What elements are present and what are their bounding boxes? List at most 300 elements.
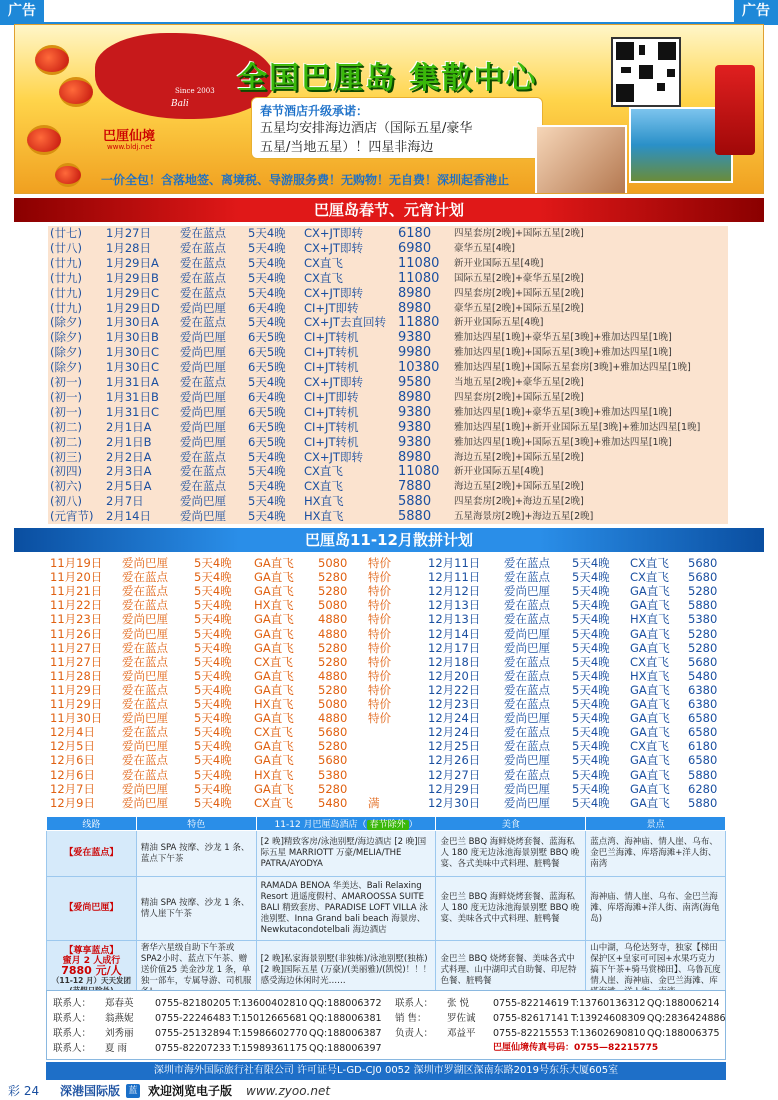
duration: 5天4晚	[194, 711, 232, 726]
duration: 5天4晚	[194, 654, 232, 669]
flight: CX+JT即转	[304, 449, 363, 464]
flight: GA直飞	[254, 570, 294, 585]
flight: GA直飞	[630, 795, 670, 810]
depart-date: 12月6日	[50, 767, 95, 782]
holiday: (初四)	[50, 464, 82, 479]
depart-date: 2月7日	[106, 494, 144, 509]
duration: 5天4晚	[194, 640, 232, 655]
duration: 5天4晚	[194, 697, 232, 711]
col-hotel: 11-12 月巴厘岛酒店（ 春节除外 ）	[256, 817, 436, 831]
tour-club: 爱尚巴厘	[504, 753, 550, 768]
holiday: (初三)	[50, 449, 82, 464]
flight: CX直飞	[304, 270, 343, 285]
tour-club: 爱尚巴厘	[180, 345, 226, 360]
price: 11080	[398, 255, 440, 271]
depart-date: 1月31日B	[106, 389, 159, 404]
tour-club: 爱在蓝点	[504, 668, 550, 683]
flight: HX直飞	[304, 509, 344, 524]
hotel-plan: 豪华五星[4晚]	[454, 242, 515, 254]
firecracker-icon	[715, 65, 755, 155]
depart-date: 1月28日	[106, 240, 151, 255]
holiday: (廿九)	[50, 300, 82, 315]
hotel-plan: 雅加达四星[1晚]+国际五星[3晚]+雅加达四星[1晚]	[454, 436, 672, 448]
tour-club: 爱在蓝点	[122, 697, 168, 711]
tour-club: 爱尚巴厘	[504, 626, 550, 641]
price: 5380	[688, 612, 718, 627]
holiday: (除夕)	[50, 330, 82, 345]
depart-date: 12月24日	[428, 725, 481, 740]
duration: 6天4晚	[248, 300, 286, 315]
tour-club: 爱在蓝点	[504, 682, 550, 697]
flight: CI+JT转机	[304, 360, 359, 375]
holiday: (廿七)	[50, 226, 82, 240]
tour-club: 爱尚巴厘	[504, 795, 550, 810]
spring-row	[48, 405, 728, 420]
route-name: 【爱尚巴厘】	[47, 877, 137, 941]
depart-date: 12月14日	[428, 626, 481, 641]
spring-row	[48, 345, 728, 360]
price: 5280	[318, 682, 348, 697]
price-note: 特价	[368, 570, 391, 585]
price-note: 特价	[368, 682, 391, 697]
route-sights: 山中湖，乌伦达努寺，独家【梯田保护区+皇家可可园+水果巧克力搞下午茶+骑马赏梯田】、乌鲁瓦度情人崖、海神庙、金巴兰海滩、库	[586, 941, 726, 1001]
contact-name: 刘秀丽	[105, 1028, 134, 1039]
duration: 5天4晚	[248, 449, 286, 464]
duration: 6天5晚	[248, 345, 286, 360]
tour-club: 爱尚巴厘	[122, 612, 168, 627]
spring-festival-table	[48, 226, 728, 524]
footer-url[interactable]: www.zyoo.net	[246, 1084, 331, 1098]
duration: 5天4晚	[248, 255, 286, 270]
duration: 5天4晚	[194, 795, 232, 810]
ad-label-left: 广告	[0, 0, 44, 22]
tour-club: 爱在蓝点	[122, 570, 168, 585]
holiday: (初二)	[50, 434, 82, 449]
flight: CX直飞	[304, 255, 343, 270]
tour-club: 爱在蓝点	[122, 767, 168, 782]
flight: GA直飞	[630, 584, 670, 599]
holiday: (元宵节)	[50, 509, 94, 524]
tour-club: 爱尚巴厘	[504, 640, 550, 655]
promise-title: 春节酒店升级承诺：	[260, 104, 369, 118]
duration: 5天4晚	[572, 556, 610, 570]
price: 8980	[398, 389, 432, 405]
contact-mobile: T:15012665681	[233, 1013, 308, 1024]
contact-name: 邓益平	[447, 1028, 476, 1039]
spring-row	[48, 241, 728, 256]
duration: 5天4晚	[248, 494, 286, 509]
depart-date: 1月30日A	[106, 315, 159, 330]
contact-qq: QQ:188006214	[647, 998, 720, 1009]
duration: 5天4晚	[572, 795, 610, 810]
flight: CX直飞	[630, 570, 669, 585]
price: 5280	[318, 739, 348, 754]
tour-club: 爱尚巴厘	[180, 494, 226, 509]
flight: HX直飞	[630, 612, 670, 627]
route-food: 金巴兰 BBQ 海鲜烧烤套餐、蓝海私人 180 度无边泳池海景别墅 BBQ 晚宴、各式美味中式料理、脏鸭餐	[436, 831, 586, 877]
price-note: 特价	[368, 556, 391, 570]
depart-date: 11月30日	[50, 711, 103, 726]
depart-date: 11月27日	[50, 640, 103, 655]
price-note: 特价	[368, 598, 391, 613]
spring-row	[48, 479, 728, 494]
price-note: 特价	[368, 668, 391, 683]
flight: CX直飞	[630, 654, 669, 669]
tour-club: 爱在蓝点	[504, 598, 550, 613]
duration: 5天4晚	[248, 315, 286, 330]
col-feature: 特色	[136, 817, 256, 831]
contact-label: 联系人：	[53, 1043, 92, 1054]
contact-mobile: T:13760136312	[571, 998, 646, 1009]
route-hotel: [2 晚]私家海景别墅(非独栋)/泳池别墅(独栋) [2 晚]国际五星 (万豪)/(美丽雅)/(凯悦)！！！感受海边休闲时光……	[256, 941, 436, 1001]
tour-club: 爱尚巴厘	[180, 419, 226, 434]
col-hotel-label: 11-12 月巴厘岛酒店	[274, 820, 358, 830]
contact-name: 罗佐诚	[447, 1013, 476, 1024]
depart-date: 2月1日B	[106, 434, 152, 449]
group-tour-row	[48, 739, 728, 753]
depart-date: 12月27日	[428, 767, 481, 782]
hotel-plan: 当地五星[2晚]+豪华五星[2晚]	[454, 377, 584, 388]
ad-label-right: 广告	[734, 0, 778, 22]
hotel-plan: 雅加达四星[1晚]+豪华五星[3晚]+雅加达四星[1晚]	[454, 332, 672, 344]
duration: 5天4晚	[572, 767, 610, 782]
route-price: 7880 元/人	[61, 963, 122, 977]
route-food: 金巴兰 BBQ 海鲜烧烤套餐、蓝海私人 180 度无边泳池海景别墅 BBQ 晚宴、美味各式中式料理、脏鸭餐	[436, 877, 586, 941]
holiday: (初八)	[50, 494, 82, 509]
group-tour-row	[48, 669, 728, 683]
group-tour-row	[48, 697, 728, 711]
tour-club: 爱在蓝点	[180, 270, 226, 285]
depart-date: 2月5日A	[106, 479, 152, 494]
col-hotel-badge: 春节除外	[367, 820, 409, 830]
flight: CX+JT即转	[304, 226, 363, 240]
price: 11080	[398, 270, 440, 286]
hotel-plan: 雅加达四星[1晚]+国际五星[3晚]+雅加达四星[1晚]	[454, 347, 672, 359]
flight: CI+JT转机	[304, 345, 359, 360]
hotel-plan: 海边五星[2晚]+国际五星[2晚]	[454, 451, 584, 463]
depart-date: 12月18日	[428, 654, 481, 669]
tagline: 一价全包！含落地签、离境税、导游服务费！无购物！无自费！深圳起香港止	[101, 173, 510, 187]
duration: 6天5晚	[248, 404, 286, 419]
tour-club: 爱尚巴厘	[122, 739, 168, 754]
tour-club: 爱在蓝点	[180, 479, 226, 494]
price: 11080	[398, 464, 440, 480]
depart-date: 12月22日	[428, 682, 481, 697]
route-detail-table	[46, 816, 726, 1001]
hotel-plan: 海边五星[2晚]+国际五星[2晚]	[454, 481, 584, 493]
spring-row	[48, 315, 728, 330]
price: 6980	[398, 240, 432, 256]
tour-club: 爱尚巴厘	[122, 668, 168, 683]
price: 5080	[318, 556, 348, 570]
depart-date: 11月27日	[50, 654, 103, 669]
tour-club: 爱在蓝点	[180, 285, 226, 300]
flight: CX+JT即转	[304, 240, 363, 255]
flight: CX直飞	[254, 725, 293, 740]
tour-club: 爱在蓝点	[180, 240, 226, 255]
price: 5880	[398, 509, 432, 525]
depart-date: 11月28日	[50, 668, 103, 683]
flight: GA直飞	[630, 682, 670, 697]
duration: 6天4晚	[248, 389, 286, 404]
duration: 5天4晚	[194, 668, 232, 683]
price: 5880	[688, 795, 718, 810]
tour-club: 爱在蓝点	[122, 725, 168, 740]
price: 9380	[398, 330, 432, 346]
duration: 5天4晚	[248, 509, 286, 524]
group-tour-row	[48, 655, 728, 669]
tour-club: 爱在蓝点	[180, 226, 226, 240]
depart-date: 1月27日	[106, 226, 151, 240]
flight: GA直飞	[254, 753, 294, 768]
page-title: 全国巴厘岛 集散中心	[237, 61, 538, 96]
holiday: (廿九)	[50, 270, 82, 285]
tour-club: 爱在蓝点	[180, 315, 226, 330]
route-feature: 精油 SPA 按摩、沙龙 1 条、蓝点下午茶	[136, 831, 256, 877]
group-tour-row	[48, 725, 728, 739]
contact-phone: 0755-25132894	[155, 1028, 231, 1039]
duration: 5天4晚	[572, 570, 610, 585]
spring-row	[48, 375, 728, 390]
holiday: (除夕)	[50, 315, 82, 330]
route-feature: 精油 SPA 按摩、沙龙 1 条、情人崖下午茶	[136, 877, 256, 941]
depart-date: 11月23日	[50, 612, 103, 627]
holiday: (初六)	[50, 479, 82, 494]
duration: 5天4晚	[572, 668, 610, 683]
depart-date: 2月2日A	[106, 449, 152, 464]
depart-date: 1月29日A	[106, 255, 159, 270]
qr-code-icon	[611, 37, 681, 107]
tour-club: 爱尚巴厘	[180, 300, 226, 315]
contacts-box	[46, 990, 726, 1060]
contact-label: 联系人：	[395, 998, 434, 1009]
flight: HX直飞	[254, 598, 294, 613]
contact-label: 联系人：	[53, 1028, 92, 1039]
promise-line: 五星/当地五星）！四星非海边	[260, 140, 434, 155]
price: 5280	[318, 584, 348, 599]
holiday: (初一)	[50, 389, 82, 404]
depart-date: 1月29日D	[106, 300, 160, 315]
duration: 5天4晚	[194, 570, 232, 585]
group-tour-row	[48, 768, 728, 782]
price: 10380	[398, 360, 440, 376]
duration: 5天4晚	[248, 270, 286, 285]
duration: 5天4晚	[572, 612, 610, 627]
flight: CX直飞	[254, 654, 293, 669]
tour-club: 爱尚巴厘	[504, 781, 550, 796]
spring-row	[48, 464, 728, 479]
price: 11880	[398, 315, 440, 331]
hotel-plan: 四星套房[2晚]+国际五星[2晚]	[454, 228, 584, 239]
contact-label: 销 售：	[395, 1013, 427, 1024]
detail-row	[47, 877, 726, 941]
holiday: (除夕)	[50, 345, 82, 360]
lantern-icon	[59, 77, 93, 107]
duration: 5天4晚	[194, 598, 232, 613]
lantern-icon	[35, 45, 69, 75]
spring-row	[48, 286, 728, 301]
depart-date: 1月29日B	[106, 270, 159, 285]
depart-date: 11月26日	[50, 626, 103, 641]
duration: 5天4晚	[572, 584, 610, 599]
depart-date: 12月30日	[428, 795, 481, 810]
price: 8980	[398, 449, 432, 465]
depart-date: 12月6日	[50, 753, 95, 768]
flight: CX+JT去直回转	[304, 315, 386, 330]
flight: GA直飞	[630, 697, 670, 711]
depart-date: 1月30日C	[106, 345, 159, 360]
flight: GA直飞	[254, 682, 294, 697]
price: 5880	[688, 598, 718, 613]
lantern-icon	[55, 163, 81, 187]
group-tour-row	[48, 556, 728, 570]
contact-mobile: T:15986602770	[233, 1028, 308, 1039]
duration: 6天5晚	[248, 330, 286, 345]
duration: 5天4晚	[572, 654, 610, 669]
duration: 5天4晚	[194, 584, 232, 599]
price: 5280	[688, 584, 718, 599]
spring-row	[48, 360, 728, 375]
flight: GA直飞	[254, 556, 294, 570]
duration: 5天4晚	[572, 697, 610, 711]
flight: GA直飞	[254, 711, 294, 726]
flight: GA直飞	[630, 753, 670, 768]
flight: CX+JT即转	[304, 375, 363, 389]
duration: 5天4晚	[194, 682, 232, 697]
duration: 5天4晚	[194, 556, 232, 570]
spring-row	[48, 301, 728, 316]
flight: CX+JT即转	[304, 285, 363, 300]
flight: GA直飞	[254, 668, 294, 683]
depart-date: 1月31日C	[106, 404, 159, 419]
price-note: 特价	[368, 697, 391, 711]
contact-phone: 0755-82207233	[155, 1043, 231, 1054]
duration: 5天4晚	[194, 725, 232, 740]
hotel-plan: 四星套房[2晚]+国际五星[2晚]	[454, 391, 584, 403]
tour-club: 爱在蓝点	[122, 654, 168, 669]
depart-date: 12月23日	[428, 697, 481, 711]
contact-phone: 0755-82215553	[493, 1028, 569, 1039]
footer-page-number: 彩 24	[8, 1084, 40, 1098]
flight: GA直飞	[630, 767, 670, 782]
contact-name: 翁燕妮	[105, 1013, 134, 1024]
duration: 5天4晚	[194, 626, 232, 641]
tour-club: 爱在蓝点	[180, 449, 226, 464]
depart-date: 12月20日	[428, 668, 481, 683]
contact-phone: 0755-22246483	[155, 1013, 231, 1024]
route-hotel: RAMADA BENOA 华美达、Bali Relaxing Resort 逍遥度假村、AMAROOSSA SUITE BALI 精致套房、PARADISE LOFT VILLA 泳池别墅、Inna Grand bali beach 海景房、Newkutacondotelbali 海边酒店	[256, 877, 436, 941]
promise-line: 五星均安排海边酒店（国际五星/豪华	[260, 121, 473, 136]
duration: 5天4晚	[572, 598, 610, 613]
flight: CI+JT转机	[304, 434, 359, 449]
hotel-plan: 雅加达四星[1晚]+新开业国际五星[3晚]+雅加达四星[1晚]	[454, 421, 701, 433]
holiday: (初一)	[50, 375, 82, 389]
hotel-plan: 新开业国际五星[4晚]	[454, 257, 544, 269]
duration: 6天5晚	[248, 419, 286, 434]
contact-name: 张 悦	[447, 998, 470, 1009]
tour-club: 爱尚巴厘	[504, 711, 550, 726]
depart-date: 12月12日	[428, 584, 481, 599]
tour-club: 爱在蓝点	[504, 697, 550, 711]
flight: CI+JT转机	[304, 404, 359, 419]
flight: CI+JT转机	[304, 330, 359, 345]
tour-club: 爱尚巴厘	[180, 404, 226, 419]
price: 7880	[398, 479, 432, 495]
price: 5680	[318, 725, 348, 740]
page-footer	[0, 1082, 778, 1100]
price: 6380	[688, 682, 718, 697]
price: 9380	[398, 404, 432, 420]
flight: HX直飞	[630, 668, 670, 683]
price: 4880	[318, 626, 348, 641]
tour-club: 爱尚巴厘	[180, 389, 226, 404]
hotel-plan: 雅加达四星[1晚]+豪华五星[3晚]+雅加达四星[1晚]	[454, 406, 672, 418]
depart-date: 2月14日	[106, 509, 151, 524]
depart-date: 12月9日	[50, 795, 95, 810]
tour-club: 爱尚巴厘	[180, 360, 226, 375]
hotel-plan: 雅加达四星[1晚]+国际五星套房[3晚]+雅加达四星[1晚]	[454, 362, 691, 374]
brand-name: 巴厘仙境	[103, 129, 156, 144]
hotel-plan: 四星套房[2晚]+海边五星[2晚]	[454, 496, 584, 508]
group-tour-row	[48, 711, 728, 725]
col-route: 线路	[47, 817, 137, 831]
tour-club: 爱尚巴厘	[180, 330, 226, 345]
duration: 5天4晚	[248, 464, 286, 479]
tour-club: 爱在蓝点	[504, 570, 550, 585]
duration: 5天4晚	[572, 626, 610, 641]
price-note: 特价	[368, 711, 391, 726]
depart-date: 11月29日	[50, 697, 103, 711]
detail-header-row	[47, 817, 726, 831]
contact-phone: 0755-82214619	[493, 998, 569, 1009]
group-tour-row	[48, 796, 728, 810]
group-tour-row	[48, 641, 728, 655]
tour-club: 爱在蓝点	[504, 654, 550, 669]
company-info-bar: 深圳市海外国际旅行社有限公司 许可证号L-GD-CJ0 0052 深圳市罗湖区深南东路2019号东乐大厦605室	[46, 1062, 726, 1080]
depart-date: 12月25日	[428, 739, 481, 754]
footer-edition: 深港国际版	[60, 1084, 121, 1098]
depart-date: 12月29日	[428, 781, 481, 796]
tour-club: 爱在蓝点	[180, 464, 226, 479]
contact-row	[47, 1027, 727, 1040]
map-since-text: Since 2003	[175, 87, 215, 95]
lantern-icon	[27, 125, 61, 155]
depart-date: 1月30日C	[106, 360, 159, 375]
flight: CX直飞	[630, 556, 669, 570]
spa-photo	[535, 125, 627, 194]
holiday: (除夕)	[50, 360, 82, 375]
price: 9380	[398, 434, 432, 450]
hotel-plan: 新开业国际五星[4晚]	[454, 466, 544, 478]
duration: 6天5晚	[248, 360, 286, 375]
depart-date: 12月5日	[50, 739, 95, 754]
contact-phone: 巴厘仙境传真号码：0755—82215775	[493, 1043, 659, 1053]
depart-date: 12月11日	[428, 556, 481, 570]
tour-club: 爱在蓝点	[504, 556, 550, 570]
footer-logo-icon: 蓝	[126, 1084, 140, 1098]
price: 5480	[688, 668, 718, 683]
depart-date: 12月13日	[428, 598, 481, 613]
route-sub: 蜜月 2 人成行	[62, 955, 121, 966]
contact-mobile: T:13600402810	[233, 998, 308, 1009]
depart-date: 11月22日	[50, 598, 103, 613]
price: 6180	[688, 739, 718, 754]
spring-row	[48, 420, 728, 435]
depart-date: 11月29日	[50, 682, 103, 697]
duration: 5天4晚	[572, 682, 610, 697]
price: 5880	[398, 494, 432, 510]
duration: 5天4晚	[194, 753, 232, 768]
